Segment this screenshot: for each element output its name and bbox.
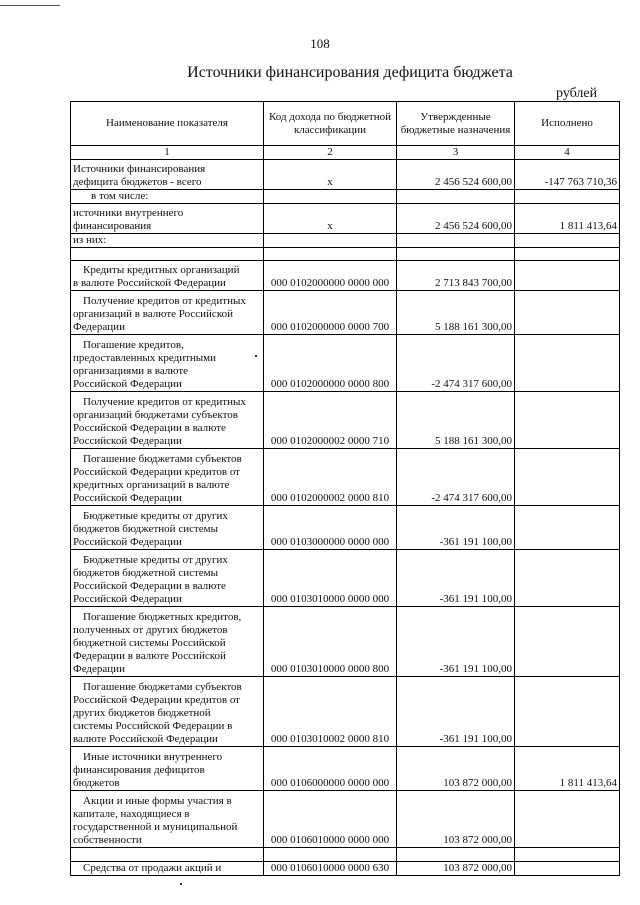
row-executed-amount xyxy=(515,607,620,677)
table-row xyxy=(71,190,620,204)
row-approved-amount: 2 456 524 600,00 xyxy=(397,204,515,234)
row-approved-amount: 5 188 161 300,00 xyxy=(397,392,515,449)
row-code: 000 0106010000 0000 630 xyxy=(264,862,397,876)
row-approved-amount: -2 474 317 600,00 xyxy=(397,449,515,506)
document-title: Источники финансирования дефицита бюджета xyxy=(187,64,513,81)
row-code: 000 0106000000 0000 000 xyxy=(264,747,397,791)
row-name xyxy=(71,248,264,261)
row-executed-amount xyxy=(515,392,620,449)
row-executed-amount: 1 811 413,64 xyxy=(515,747,620,791)
scan-edge-mark xyxy=(0,0,60,6)
row-code xyxy=(264,190,397,204)
table-row xyxy=(71,747,620,791)
row-name: Кредиты кредитных организаций в валюте Российской Федерации xyxy=(71,261,264,291)
table-row xyxy=(71,392,620,449)
table-row xyxy=(71,607,620,677)
row-code: х xyxy=(264,204,397,234)
row-executed-amount xyxy=(515,261,620,291)
row-executed-amount xyxy=(515,506,620,550)
table-row xyxy=(71,862,620,876)
row-approved-amount xyxy=(397,848,515,862)
row-approved-amount: 103 872 000,00 xyxy=(397,862,515,876)
units-label: рублей xyxy=(556,86,598,101)
row-name: Получение кредитов от кредитных организаций бюджетами субъектов Российской Федерации в валюте Российской Федерации xyxy=(71,392,264,449)
row-approved-amount xyxy=(397,190,515,204)
header-executed: Исполнено xyxy=(515,102,620,146)
row-executed-amount: -147 763 710,36 xyxy=(515,160,620,190)
row-name: в том числе: xyxy=(71,190,264,204)
row-code xyxy=(264,248,397,261)
table-row xyxy=(71,160,620,190)
header-approved: Утвержденные бюджетные назначения xyxy=(397,102,515,146)
row-executed-amount: 1 811 413,64 xyxy=(515,204,620,234)
scan-speck xyxy=(255,355,257,357)
header-code: Код дохода по бюджетной классификации xyxy=(264,102,397,146)
row-name: Бюджетные кредиты от других бюджетов бюджетной системы Российской Федерации в валюте Российской Федерации xyxy=(71,550,264,607)
row-executed-amount xyxy=(515,190,620,204)
row-name xyxy=(71,848,264,862)
row-executed-amount xyxy=(515,862,620,876)
header-name: Наименование показателя xyxy=(71,102,264,146)
table-row xyxy=(71,550,620,607)
row-name: Погашение бюджетами субъектов Российской Федерации кредитов от других бюджетов бюджетной системы Российской Федерации в валюте Российской Федерации xyxy=(71,677,264,747)
table-row xyxy=(71,248,620,261)
row-code: 000 0106010000 0000 000 xyxy=(264,791,397,848)
row-code: 000 0102000002 0000 810 xyxy=(264,449,397,506)
row-code: 000 0102000000 0000 000 xyxy=(264,261,397,291)
row-approved-amount: 103 872 000,00 xyxy=(397,747,515,791)
row-code: 000 0102000000 0000 800 xyxy=(264,335,397,392)
row-executed-amount xyxy=(515,234,620,248)
row-name: Погашение бюджетных кредитов, полученных от других бюджетов бюджетной системы Российской Федерации в валюте Российской Федерации xyxy=(71,607,264,677)
row-code: 000 0102000000 0000 700 xyxy=(264,291,397,335)
row-approved-amount: -361 191 100,00 xyxy=(397,607,515,677)
row-approved-amount: 103 872 000,00 xyxy=(397,791,515,848)
row-name: Погашение бюджетами субъектов Российской Федерации кредитов от кредитных организаций в валюте Российской Федерации xyxy=(71,449,264,506)
table-row xyxy=(71,677,620,747)
row-name: Погашение кредитов, предоставленных кредитными организациями в валюте Российской Федерации xyxy=(71,335,264,392)
row-name: Иные источники внутреннего финансирования дефицитов бюджетов xyxy=(71,747,264,791)
table-row xyxy=(71,261,620,291)
scan-speck xyxy=(180,883,182,885)
table-row xyxy=(71,791,620,848)
page-number: 108 xyxy=(310,36,330,51)
row-executed-amount xyxy=(515,291,620,335)
row-approved-amount: 2 456 524 600,00 xyxy=(397,160,515,190)
row-executed-amount xyxy=(515,449,620,506)
row-approved-amount xyxy=(397,234,515,248)
column-number-row xyxy=(71,146,620,160)
row-code: 000 0103010000 0000 800 xyxy=(264,607,397,677)
table-row xyxy=(71,335,620,392)
row-code: х xyxy=(264,160,397,190)
row-executed-amount xyxy=(515,335,620,392)
row-approved-amount: -361 191 100,00 xyxy=(397,506,515,550)
row-name: Получение кредитов от кредитных организаций в валюте Российской Федерации xyxy=(71,291,264,335)
column-number: 3 xyxy=(397,146,515,160)
row-name: из них: xyxy=(71,234,264,248)
row-code: 000 0103010000 0000 000 xyxy=(264,550,397,607)
row-code xyxy=(264,848,397,862)
row-executed-amount xyxy=(515,550,620,607)
header-row xyxy=(71,102,620,146)
row-code: 000 0103000000 0000 000 xyxy=(264,506,397,550)
row-approved-amount: -2 474 317 600,00 xyxy=(397,335,515,392)
row-approved-amount: 2 713 843 700,00 xyxy=(397,261,515,291)
row-code: 000 0102000002 0000 710 xyxy=(264,392,397,449)
row-approved-amount xyxy=(397,248,515,261)
row-executed-amount xyxy=(515,848,620,862)
row-name: Средства от продажи акций и xyxy=(71,862,264,876)
row-executed-amount xyxy=(515,791,620,848)
row-code: 000 0103010002 0000 810 xyxy=(264,677,397,747)
row-name: источники внутреннего финансирования xyxy=(71,204,264,234)
table-row xyxy=(71,291,620,335)
row-executed-amount xyxy=(515,248,620,261)
row-name: Акции и иные формы участия в капитале, находящиеся в государственной и муниципальной собственности xyxy=(71,791,264,848)
row-code xyxy=(264,234,397,248)
financing-sources-table xyxy=(70,101,620,876)
column-number: 1 xyxy=(71,146,264,160)
table-row xyxy=(71,848,620,862)
row-name: Источники финансирования дефицита бюджетов - всего xyxy=(71,160,264,190)
row-approved-amount: 5 188 161 300,00 xyxy=(397,291,515,335)
table-row xyxy=(71,449,620,506)
table-row xyxy=(71,506,620,550)
row-approved-amount: -361 191 100,00 xyxy=(397,550,515,607)
row-approved-amount: -361 191 100,00 xyxy=(397,677,515,747)
table-row xyxy=(71,204,620,234)
table-row xyxy=(71,234,620,248)
row-executed-amount xyxy=(515,677,620,747)
column-number: 4 xyxy=(515,146,620,160)
column-number: 2 xyxy=(264,146,397,160)
row-name: Бюджетные кредиты от других бюджетов бюджетной системы Российской Федерации xyxy=(71,506,264,550)
